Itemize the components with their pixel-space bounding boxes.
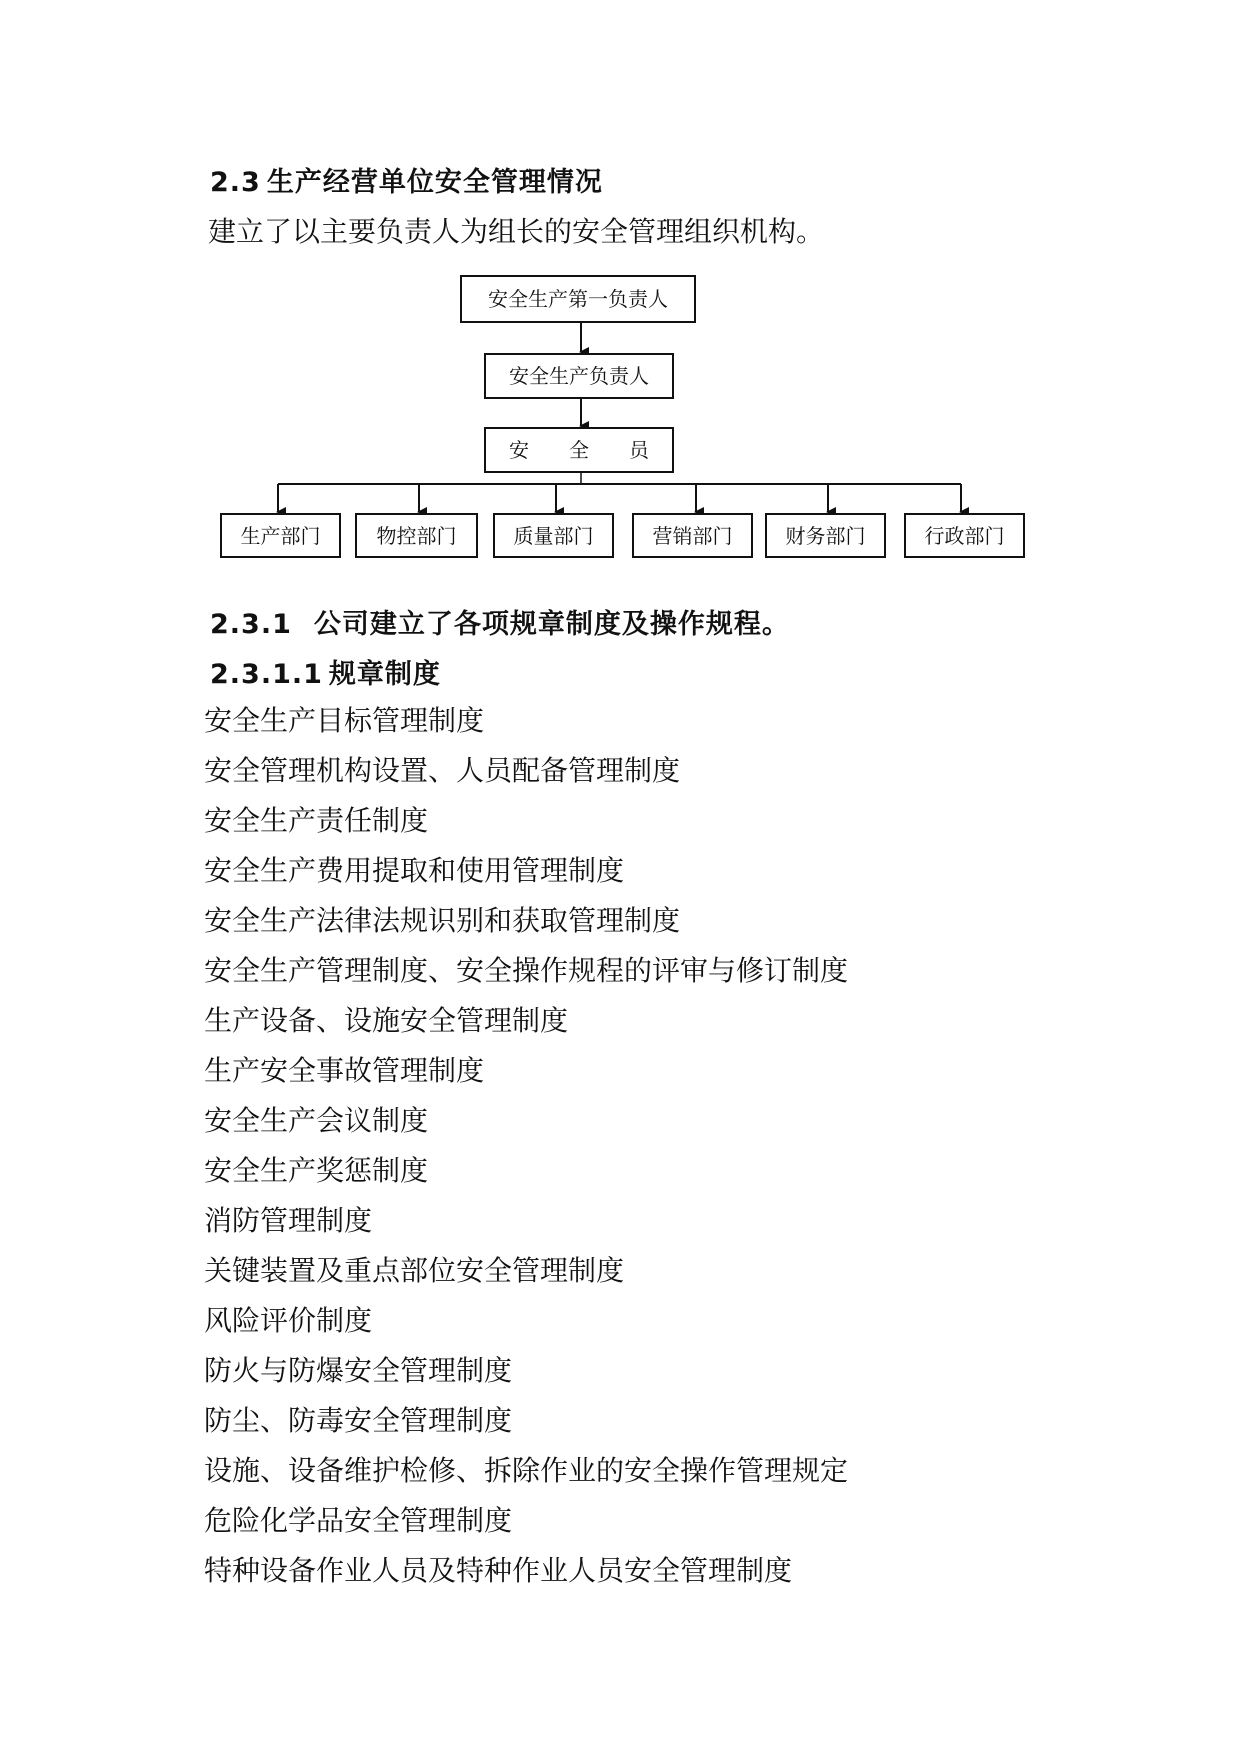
regulation-item: 设施、设备维护检修、拆除作业的安全操作管理规定 bbox=[204, 1454, 849, 1487]
regulation-item: 安全生产奖惩制度 bbox=[204, 1154, 429, 1187]
intro-paragraph: 建立了以主要负责人为组长的安全管理组织机构。 bbox=[208, 215, 825, 248]
regulation-item: 防火与防爆安全管理制度 bbox=[204, 1354, 513, 1387]
regulation-item: 特种设备作业人员及特种作业人员安全管理制度 bbox=[204, 1554, 793, 1587]
org-dept-label: 营销部门 bbox=[652, 524, 733, 548]
org-dept-administration bbox=[905, 514, 1024, 557]
org-node-responsible bbox=[485, 354, 673, 398]
org-dept-quality bbox=[494, 514, 613, 557]
org-node-safety-officer bbox=[485, 428, 673, 472]
org-node-first-responsible bbox=[461, 276, 695, 322]
org-dept-label: 行政部门 bbox=[924, 524, 1005, 548]
org-dept-marketing bbox=[633, 514, 752, 557]
regulations-list bbox=[204, 696, 848, 1596]
regulation-item: 安全生产责任制度 bbox=[204, 804, 429, 837]
org-dept-production bbox=[221, 514, 340, 557]
regulation-item: 安全生产目标管理制度 bbox=[204, 704, 485, 737]
org-dept-finance bbox=[766, 514, 885, 557]
section-title: 生产经营单位安全管理情况 bbox=[266, 167, 603, 198]
org-dept-label: 财务部门 bbox=[785, 524, 866, 548]
regulation-item: 关键装置及重点部位安全管理制度 bbox=[204, 1254, 625, 1287]
regulation-item: 消防管理制度 bbox=[204, 1204, 373, 1237]
org-chart bbox=[0, 0, 1241, 600]
subsection-number: 2.3.1 bbox=[210, 609, 292, 640]
regulation-item: 危险化学品安全管理制度 bbox=[204, 1504, 513, 1537]
subsection-heading bbox=[210, 602, 790, 641]
regulation-item: 安全管理机构设置、人员配备管理制度 bbox=[204, 754, 681, 787]
org-node-label: 安全生产第一负责人 bbox=[488, 287, 668, 311]
regulation-item: 风险评价制度 bbox=[204, 1304, 373, 1337]
org-node-label: 安 全 员 bbox=[509, 438, 649, 462]
regulation-item: 生产设备、设施安全管理制度 bbox=[204, 1004, 569, 1037]
subsubsection-title: 规章制度 bbox=[328, 659, 441, 690]
org-dept-label: 质量部门 bbox=[513, 524, 594, 548]
regulation-item: 生产安全事故管理制度 bbox=[204, 1054, 485, 1087]
org-node-label: 安全生产负责人 bbox=[509, 364, 649, 388]
subsubsection-heading bbox=[210, 652, 441, 691]
subsubsection-number: 2.3.1.1 bbox=[210, 659, 323, 690]
regulation-item: 安全生产会议制度 bbox=[204, 1104, 429, 1137]
regulation-item: 安全生产法律法规识别和获取管理制度 bbox=[204, 904, 681, 937]
regulation-item: 安全生产费用提取和使用管理制度 bbox=[204, 854, 625, 887]
subsection-title: 公司建立了各项规章制度及操作规程。 bbox=[313, 609, 790, 640]
section-number: 2.3 bbox=[210, 167, 261, 198]
regulation-item: 安全生产管理制度、安全操作规程的评审与修订制度 bbox=[204, 954, 849, 987]
regulation-item: 防尘、防毒安全管理制度 bbox=[204, 1404, 513, 1437]
org-dept-materials bbox=[356, 514, 477, 557]
org-dept-label: 生产部门 bbox=[240, 524, 321, 548]
org-dept-label: 物控部门 bbox=[376, 524, 457, 548]
